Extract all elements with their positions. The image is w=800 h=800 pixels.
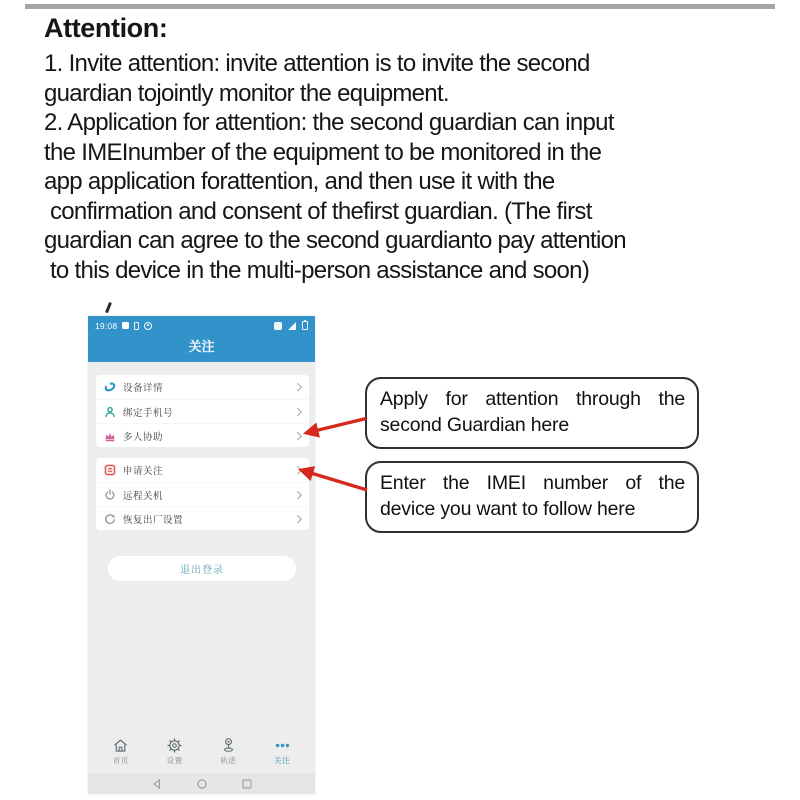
signal-icon xyxy=(288,322,296,330)
intro-line: 1. Invite attention: invite attention is to invite the second xyxy=(44,50,590,77)
status-bar xyxy=(88,316,315,332)
sim-icon xyxy=(134,322,139,330)
tab-track[interactable] xyxy=(208,737,248,766)
battery-icon xyxy=(302,321,308,330)
menu-item-label: 绑定手机号 xyxy=(123,407,174,419)
chevron-right-icon xyxy=(293,515,301,523)
chevron-right-icon xyxy=(293,466,301,474)
intro-line: confirmation and consent of thefirst guardian. (The first xyxy=(44,197,592,225)
sdcard-icon xyxy=(274,322,282,330)
intro-text-block xyxy=(44,13,784,285)
person-icon xyxy=(104,406,116,418)
callout-line: Apply for attention through the xyxy=(380,388,685,410)
menu-item-device-details[interactable] xyxy=(96,375,309,399)
top-divider xyxy=(25,4,775,9)
menu-card-attention xyxy=(96,458,309,530)
logout-button[interactable]: 退出登录 xyxy=(108,556,296,581)
tab-follow[interactable] xyxy=(262,737,302,766)
callout-line: device you want to follow here xyxy=(380,497,636,520)
home-icon xyxy=(112,737,129,754)
device-details-icon xyxy=(104,381,116,393)
menu-item-label: 设备详情 xyxy=(123,383,164,394)
app-header xyxy=(88,316,315,362)
status-time: 19:08 xyxy=(95,320,118,331)
alarm-icon xyxy=(144,322,152,330)
callout-enter-imei xyxy=(365,461,699,533)
intro-line: guardian tojointly monitor the equipment. xyxy=(44,79,449,107)
callout-line: Enter the IMEI number of the xyxy=(380,472,685,494)
intro-line: guardian can agree to the second guardianto pay attention xyxy=(44,227,626,254)
arrow-to-multi-person xyxy=(306,419,366,434)
callout-apply-attention xyxy=(365,377,699,449)
location-pin-icon xyxy=(220,737,237,754)
tab-label: 关注 xyxy=(274,755,291,765)
intro-line: the IMEInumber of the equipment to be monitored in the xyxy=(44,138,602,166)
menu-item-label: 申请关注 xyxy=(123,466,164,477)
more-dots-icon xyxy=(274,737,291,754)
menu-card-device xyxy=(96,375,309,447)
scan-artifact xyxy=(105,302,111,313)
screenshot-icon xyxy=(122,322,129,329)
page-title: Attention: xyxy=(44,13,168,43)
android-nav-bar xyxy=(88,773,315,794)
back-button[interactable] xyxy=(151,778,163,790)
chevron-right-icon xyxy=(293,432,301,440)
power-icon xyxy=(104,489,116,501)
intro-line: app application forattention, and then use it with the xyxy=(44,168,555,195)
phone-screenshot xyxy=(88,316,315,794)
apply-attention-icon xyxy=(104,464,116,476)
chevron-right-icon xyxy=(293,491,301,499)
tab-label: 设置 xyxy=(166,755,183,765)
menu-item-multi-person-assist[interactable] xyxy=(96,423,309,447)
recents-button[interactable] xyxy=(241,778,253,790)
menu-item-label: 恢复出厂设置 xyxy=(123,514,184,526)
tab-label: 轨迹 xyxy=(220,755,237,765)
multi-person-icon xyxy=(104,430,116,442)
gear-icon xyxy=(166,737,183,754)
intro-line: to this device in the multi-person assistance and soon) xyxy=(44,256,590,284)
menu-item-label: 远程关机 xyxy=(123,490,164,502)
tab-settings[interactable] xyxy=(155,737,195,766)
tab-label: 首页 xyxy=(112,755,129,765)
bottom-tab-bar xyxy=(88,729,315,773)
chevron-right-icon xyxy=(293,408,301,416)
menu-item-bind-phone-number[interactable] xyxy=(96,399,309,423)
chevron-right-icon xyxy=(293,383,301,391)
app-title: 关注 xyxy=(188,339,215,354)
callout-line: second Guardian here xyxy=(380,413,569,436)
factory-reset-icon xyxy=(104,513,116,525)
tab-home[interactable] xyxy=(101,737,141,766)
menu-item-factory-reset[interactable] xyxy=(96,506,309,530)
intro-line: 2. Application for attention: the second guardian can input xyxy=(44,109,614,136)
menu-item-remote-shutdown[interactable] xyxy=(96,482,309,506)
menu-item-label: 多人协助 xyxy=(123,431,164,443)
home-button[interactable] xyxy=(196,778,208,790)
menu-item-apply-attention[interactable] xyxy=(96,458,309,482)
